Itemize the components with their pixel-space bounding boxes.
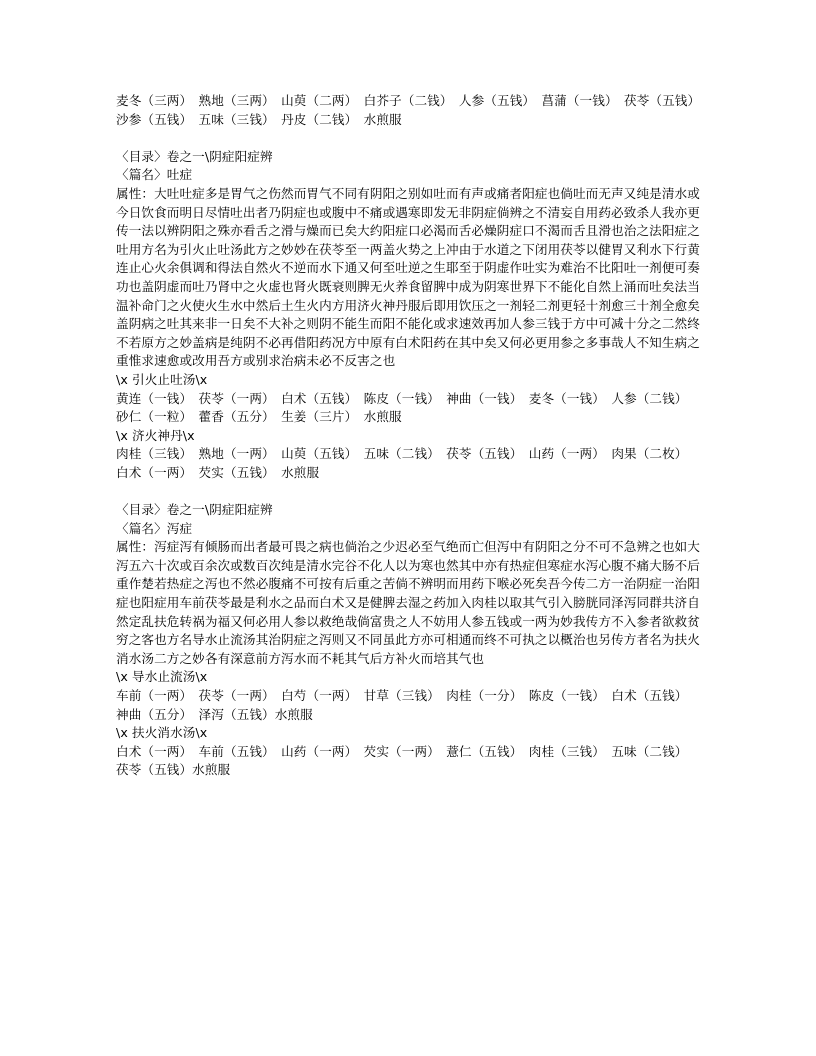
text-block-formula-ingredients: 车前（一两） 茯苓（一两） 白芍（一两） 甘草（三钱） 肉桂（一分） 陈皮（一钱） 白术（五钱） 神曲（五分） 泽泻（五钱）水煎服 — [116, 688, 694, 722]
text-block-formula-name: \x 引火止吐汤\x — [116, 371, 208, 387]
paragraph-spacer — [116, 129, 703, 148]
text-block-formula-ingredients: 白术（一两） 车前（五钱） 山药（一两） 芡实（一两） 薏仁（五钱） 肉桂（三钱） 五味（二钱） 茯苓（五钱）水煎服 — [116, 743, 694, 778]
text-block-formula-ingredients: 麦冬（三两） 熟地（三两） 山萸（二两） 白芥子（二钱） 人参（五钱） 菖蒲（一钱） 茯苓（五钱） 沙参（五钱） 五味（三钱） 丹皮（二钱） 水煎服 — [116, 93, 707, 127]
text-block-formula-name: \x 导水止流汤\x — [116, 669, 208, 685]
text-block-chapter-heading: 〈篇名〉泻症 — [116, 520, 193, 536]
text-block-attribute-body: 属性：大吐吐症多是胃气之伤然而胃气不同有阴阳之别如吐而有声或痛者阳症也倘吐而无声又纯是清水或今日饮食而明日尽情吐出者乃阴症也或腹中不痛或遇寒即发无非阴症倘辨之不清妄自用药必致杀人我亦更传一法以辨阴阳之殊亦看舌之滑与燥而已矣大约阳症口必渴而舌必燥阴症口不渴而舌且滑也治之法阳症之吐用方名为引火止吐汤此方之妙妙在茯苓至一两盖火势之上冲由于水道之下闭用茯苓以健胃又利水下行黄连止心火余俱调和得法自然火不逆而水下通又何至吐逆之生耶至于阴虚作吐实为难治不比阳吐一剂便可奏功也盖阴虚而吐乃肾中之火虚也肾火既衰则脾无火养食留脾中成为阴寒世界下不能化自然上涌而吐矣法当温补命门之火使火生水中然后土生火内方用济火神丹服后即用饮压之一剂轻二剂更轻十剂愈三十剂全愈矣盖阴病之吐其来非一日矣不大补之则阴不能生而阳不能化或求速效再加人参三钱于方中可减十分之二然终不若原方之妙盖病是纯阴不必再借阳药况方中原有白术阳药在其中矣又何必更用参之多事哉人不知生病之重惟求速愈或改用吾方或别求治病未必不反害之也 — [116, 185, 700, 369]
text-block-formula-name: \x 扶火消水汤\x — [116, 725, 208, 741]
text-block-formula-name: \x 济火神丹\x — [116, 427, 195, 443]
document-text-body — [116, 92, 707, 780]
text-block-catalog-heading: 〈目录〉卷之一\阴症阳症辨 — [116, 502, 273, 518]
paragraph-spacer — [116, 482, 703, 501]
text-block-chapter-heading: 〈篇名〉吐症 — [116, 167, 193, 183]
text-block-catalog-heading: 〈目录〉卷之一\阴症阳症辨 — [116, 148, 273, 164]
text-block-attribute-body: 属性：泻症泻有倾肠而出者最可畏之病也倘治之少迟必至气绝而亡但泻中有阴阳之分不可不急辨之也如大泻五六十次或百余次或数百次纯是清水完谷不化人以为寒也然其中亦有热症但寒症水泻心腹不痛大肠不后重作楚若热症之泻也不然必腹痛不可按有后重之苦倘不辨明而用药下喉必死矣吾今传二方一治阴症一治阳症也阳症用车前茯苓最是利水之品而白术又是健脾去湿之药加入肉桂以取其气引入膀胱同泽泻同群共济自然定乱扶危转祸为福又何必用人参以救绝哉倘富贵之人不妨用人参五钱或一两为妙我传方不入参者欲救贫穷之客也方名导水止流汤其治阴症之泻则又不同虽此方亦可相通而终不可执之以概治也另传方者名为扶火消水汤二方之妙各有深意前方泻水而不耗其气后方补火而培其气也 — [116, 539, 700, 666]
text-block-formula-ingredients: 黄连（一钱） 茯苓（一两） 白术（五钱） 陈皮（一钱） 神曲（一钱） 麦冬（一钱） 人参（二钱） 砂仁（一粒） 藿香（五分） 生姜（三片） 水煎服 — [116, 390, 694, 425]
text-block-formula-ingredients: 肉桂（三钱） 熟地（一两） 山萸（五钱） 五味（二钱） 茯苓（五钱） 山药（一两） 肉果（二枚） 白术（一两） 芡实（五钱） 水煎服 — [116, 446, 694, 480]
